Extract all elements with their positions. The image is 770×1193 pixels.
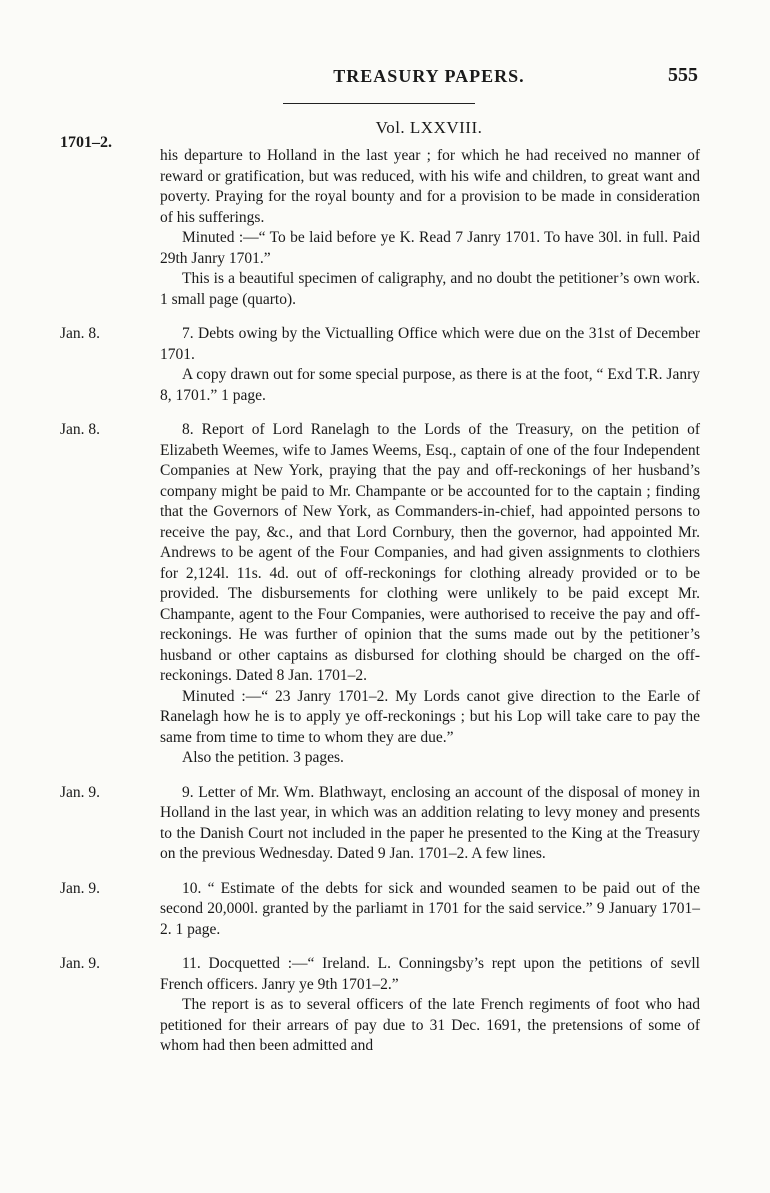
entry-content bbox=[160, 954, 700, 1057]
entry-content bbox=[160, 324, 700, 406]
entry-paragraph: 7. Debts owing by the Victualling Office which were due on the 31st of December 1701. bbox=[160, 325, 700, 363]
entry-paragraph: 8. Report of Lord Ranelagh to the Lords of the Treasury, on the petition of Elizabeth Weemes, wife to James Weems, Esq., captain of one of the four Independent Companies at New York, praying that the pay and off-reckonings of her husband’s company might be paid to Mr. Champante or be accounted for to the captain ; finding that the Governors of New York, as Commanders-in-chief, had appointed persons to receive the pay, &c., and that Lord Cornbury, then the governor, had appointed Mr. Andrews to be agent of the Four Companies, and had given assignments to clothiers for 2,124l. 11s. 4d. out of off-reckonings for clothing already provided or to be provided. The disbursements for clothing were unlikely to be paid except Mr. Champante, agent to the Four Companies, were authorised to receive the pay and off-reckonings. He was further of opinion that the sums made out by the petitioner’s husband or other captains as disbursed for clothing should be charged on the off-reckonings. Dated 8 Jan. 1701–2. bbox=[160, 421, 700, 684]
running-head bbox=[160, 66, 698, 88]
document-body bbox=[60, 146, 700, 1071]
continued-entry bbox=[60, 146, 700, 310]
entry-7 bbox=[60, 324, 700, 406]
minuted-note: Minuted :—“ To be laid before ye K. Read 7 Janry 1701. To have 30l. in full. Paid 29th Janry 1701.” bbox=[160, 229, 700, 267]
entry-paragraph: 11. Docquetted :—“ Ireland. L. Conningsby’s rept upon the petitions of sevll French officers. Janry ye 9th 1701–2.” bbox=[160, 955, 700, 993]
entry-date: Jan. 8. bbox=[60, 421, 101, 438]
entry-content bbox=[160, 783, 700, 865]
entry-date: Jan. 9. bbox=[60, 955, 101, 972]
entry-date: Jan. 9. bbox=[60, 783, 101, 801]
volume-heading: Vol. LXXVIII. bbox=[375, 118, 483, 137]
entry-9 bbox=[60, 783, 700, 865]
entry-date: Jan. 9. bbox=[60, 879, 101, 897]
entry-paragraph: 10. “ Estimate of the debts for sick and wounded seamen to be paid out of the second 20,000l. granted by the parliamt in 1701 for the said service.” 9 January 1701–2. 1 page. bbox=[160, 879, 700, 938]
entry-content bbox=[160, 420, 700, 769]
entry-paragraph: The report is as to several officers of the late French regiments of foot who had petitioned for their arrears of pay due to 31 Dec. 1691, the pretensions of some of whom had then been admitted and bbox=[160, 996, 700, 1054]
page-number: 555 bbox=[668, 64, 698, 86]
entry-paragraph: 9. Letter of Mr. Wm. Blathwayt, enclosing an account of the disposal of money in Holland in the last year, in which was an addition relating to levy money and presents to the Danish Court not included in the paper he presented to the King at the Treasury on the previous Wednesday. Dated 9 Jan. 1701–2. A few lines. bbox=[160, 783, 700, 862]
margin-year: 1701–2. bbox=[60, 134, 112, 151]
running-title: TREASURY PAPERS. bbox=[333, 66, 525, 86]
header-rule bbox=[283, 103, 475, 104]
editor-note: This is a beautiful specimen of caligraphy, and no doubt the petitioner’s own work. 1 small page (quarto). bbox=[160, 270, 700, 308]
entry-paragraph: A copy drawn out for some special purpose, as there is at the foot, “ Exd T.R. Janry 8, 1701.” 1 page. bbox=[160, 366, 700, 404]
entry-paragraph: Minuted :—“ 23 Janry 1701–2. My Lords canot give direction to the Earle of Ranelagh how he is to apply ye off-reckonings ; but his Lop will take care to pay the same from time to time to whom they are due.” bbox=[160, 687, 700, 746]
entry-11 bbox=[60, 954, 700, 1057]
entry-content bbox=[160, 879, 700, 941]
entry-paragraph: Also the petition. 3 pages. bbox=[182, 749, 344, 766]
entry-date: Jan. 8. bbox=[60, 325, 101, 342]
continued-text: his departure to Holland in the last year ; for which he had received no manner of reward or gratification, but was reduced, with his wife and children, to great want and poverty. Praying for the royal bounty and for a provision to be made in consideration of his sufferings. bbox=[160, 147, 700, 226]
entry-10 bbox=[60, 879, 700, 941]
entry-8 bbox=[60, 420, 700, 769]
